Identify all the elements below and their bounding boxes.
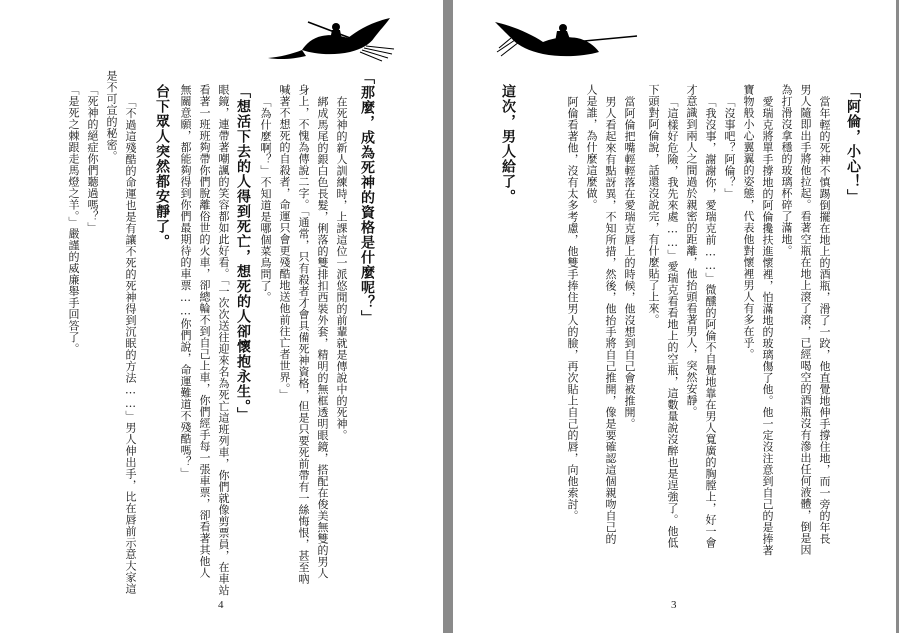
right-col-6: 寶物般小心翼翼的姿態，代表他對懷裡男人有多在乎。 [742, 84, 755, 360]
right-col-13: 男人看起來有點訝異，不知所措，然後，他抬手將自己推開，像是要確認這個親吻自己的 [604, 96, 617, 545]
left-col-11: 台下眾人突然都安靜了。 [154, 84, 170, 249]
left-col-14: 「死神的絕症你們聽過嗎？」 [86, 84, 99, 234]
left-col-13: 是不可宣的秘密。 [105, 70, 118, 162]
left-col-4: 身上，不愧為傳說二字。「通常，只有殺者才會具備死神資格，但是只要死前帶有一絲悔恨，甚至吶 [297, 84, 310, 585]
left-col-12: 「不過這殘酷的命運也是有讓不死的死神得到沉眠的方法……」男人伸出手，比在唇前示意大家這 [124, 96, 137, 595]
right-col-1: 「阿倫，小心！」 [845, 84, 861, 204]
left-col-9: 看著一班班夠帶你們脫離俗世的火車，卻總輪不到自己上車，你們經手每一張車票，卻看著其他人 [198, 84, 211, 579]
page-number: 3 [671, 599, 677, 611]
left-page [0, 0, 443, 633]
right-col-8: 「我沒事，謝謝你，愛瑞克前……」微醺的阿倫不自覺地靠在男人寬廣的胸膛上，好一會 [704, 96, 717, 549]
right-col-4: 為打滑沒拿穩的玻璃杯碎了滿地。 [780, 84, 793, 257]
right-col-7: 「沒事吧？阿倫？」 [723, 96, 736, 200]
right-col-11: 下頭對阿倫說，話還沒說完，有什麼貼了上來。 [647, 84, 660, 326]
left-col-6: 「為什麼啊？」不知道是哪個菜鳥問了。 [259, 96, 272, 303]
left-col-8: 眼鏡，連帶著嘲諷的笑容都如此好看。「一次次送往迎來名為死亡這班列車，你們就像剪票員，在車站 [217, 84, 230, 596]
left-col-1: 「那麼，成為死神的資格是什麼呢？」 [359, 70, 375, 325]
right-page [453, 0, 896, 633]
left-col-15: 「是死之棘跟走馬燈之羊。」嚴謹的威廉舉手回答了。 [67, 84, 80, 355]
right-col-3: 男人隨即出手將他拉起。看著空瓶在地上滾了滾，已經喝空的酒瓶沒有滲出任何液體，倒是因 [799, 84, 812, 556]
left-col-10: 無關意願，都能夠得到你們最期待的車票……你們說，命運難道不殘酷嗎？」 [179, 84, 192, 479]
right-col-14: 人是誰，為什麼這麼做。 [585, 84, 598, 211]
right-col-12: 當阿倫把嘴輕輕落在愛瑞克唇上的時候，他沒想到自己會被推開。 [623, 96, 636, 430]
page-number: 4 [218, 599, 224, 611]
right-col-15: 阿倫看著他，沒有太多考慮，他雙手捧住男人的臉，再次貼上自己的唇，向他索討。 [566, 96, 579, 522]
rower-silhouette-icon [491, 14, 641, 68]
right-col-9: 才意識到兩人之間過於親密的距離，他抬頭看著男人，突然安靜。 [685, 84, 698, 418]
left-col-3: 綁成馬尾的銀白色長髮，俐落的雙排扣西裝外套，精明的無框透明眼鏡，搭配在俊美無雙的男人 [316, 96, 329, 579]
right-col-2: 當年輕的死神不慎踢倒擺在地上的酒瓶，滑了一跤，他直覺地伸手撐住地，而一旁的年長 [818, 96, 831, 545]
left-col-5: 喊著不想死的自殺者，命運只會更殘酷地送他前往亡者世界。」 [278, 84, 291, 401]
right-col-10: 「這樣好危險，我先來處……」愛瑞克看看地上的空瓶，這數量說沒醉也是逞強了。他低 [666, 96, 679, 549]
rower-silhouette-icon [262, 14, 402, 68]
left-col-7: 「想活下去的人得到死亡，想死的人卻懷抱永生。」 [235, 84, 251, 422]
left-col-2: 在死神的新人訓練時，上課這位一派悠閒的前輩就是傳說中的死神。 [335, 96, 348, 441]
right-col-5: 愛瑞克將單手撐地的阿倫攙扶進懷裡，怕滿地的玻璃傷了他。他一定沒注意到自己的是捧著 [761, 96, 774, 556]
right-col-16: 這次，男人給了。 [500, 84, 516, 204]
